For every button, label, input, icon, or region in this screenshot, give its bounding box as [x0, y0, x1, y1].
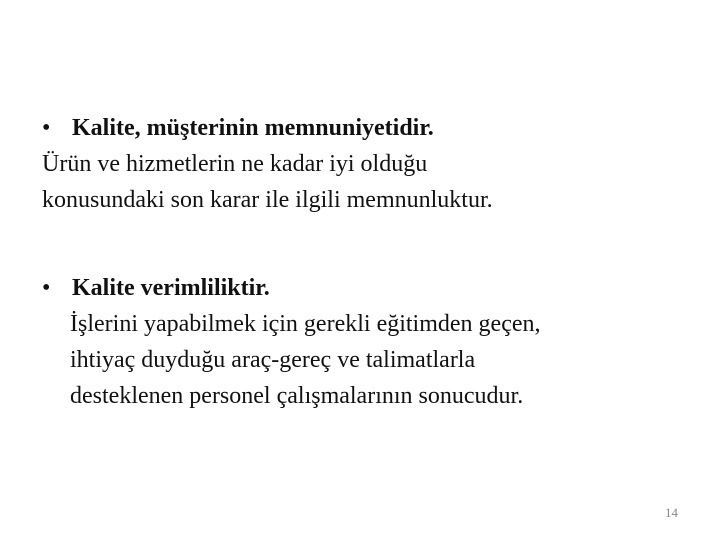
point-body-line: ihtiyaç duyduğu araç-gereç ve talimatlarla	[70, 347, 476, 373]
point-body-line: desteklenen personel çalışmalarının sonucudur.	[70, 383, 524, 409]
bullet-icon: •	[42, 115, 51, 141]
point-heading: Kalite verimliliktir.	[72, 275, 270, 301]
point-heading: Kalite, müşterinin memnuniyetidir.	[72, 115, 434, 141]
point-body-line: İşlerini yapabilmek için gerekli eğitimden geçen,	[70, 311, 541, 337]
point-body-line: konusundaki son karar ile ilgili memnunluktur.	[42, 187, 493, 213]
bullet-line	[42, 270, 682, 306]
point-customer-satisfaction	[42, 110, 682, 218]
bullet-icon: •	[42, 275, 51, 301]
point-body-line: Ürün ve hizmetlerin ne kadar iyi olduğu	[42, 151, 428, 177]
bullet-line	[42, 110, 682, 146]
point-productivity	[42, 270, 682, 414]
page-number: 14	[665, 505, 678, 520]
